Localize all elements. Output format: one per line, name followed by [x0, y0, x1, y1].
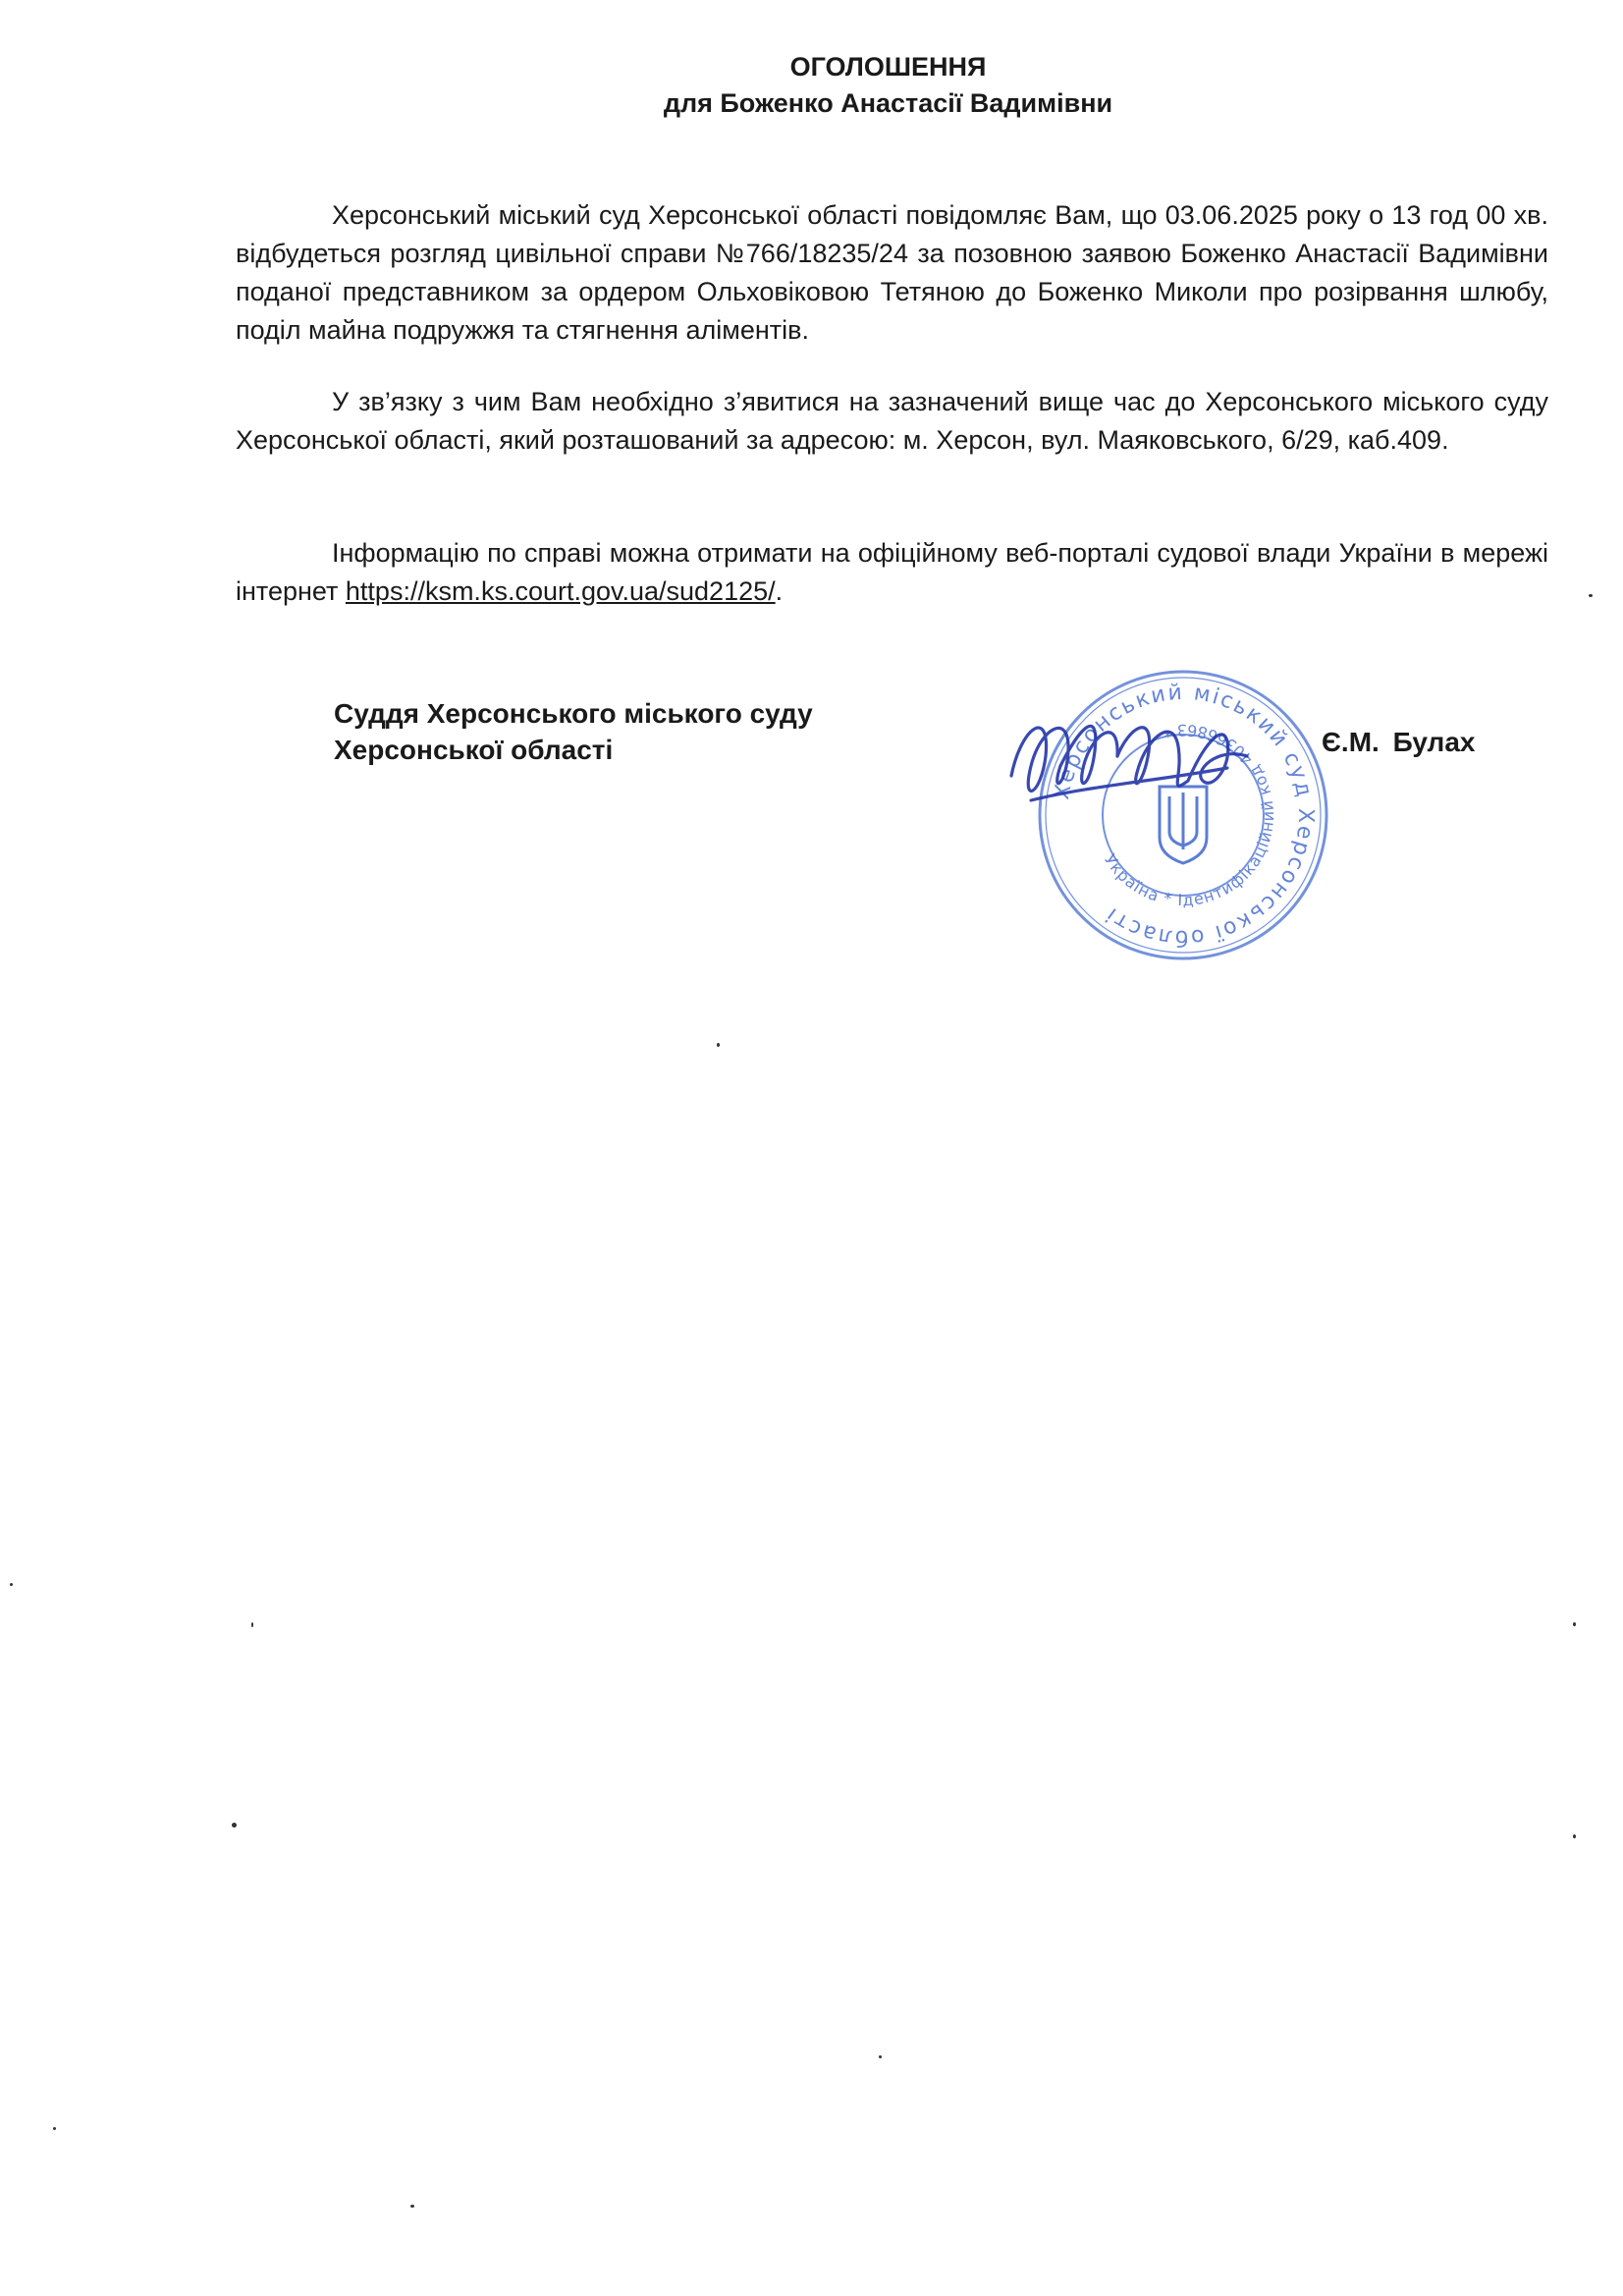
paragraph-appearance-request: У зв’язку з чим Вам необхідно з’явитися на зазначений вище час до Херсонського міського суду Херсонської області, який розташований за адресою: м. Херсон, вул. Маяковського, 6/29, каб.409.	[236, 387, 1548, 455]
judge-position	[334, 695, 813, 768]
scan-speck	[232, 1823, 237, 1828]
scan-speck	[1573, 1622, 1576, 1626]
scan-speck	[1573, 1834, 1576, 1838]
judge-signature	[992, 687, 1306, 835]
scan-speck	[1589, 594, 1593, 597]
scan-speck	[53, 2127, 56, 2130]
document-subtitle: для Боженко Анастасії Вадимівни	[663, 88, 1113, 118]
seal-outer-text: Херсонський міський суд Херсонської області	[1049, 680, 1319, 951]
scan-speck	[10, 1583, 13, 1586]
scan-speck	[410, 2205, 414, 2208]
paragraph-hearing-notice: Херсонський міський суд Херсонської області повідомляє Вам, що 03.06.2025 року о 13 год 00 хв. відбудеться розгляд цивільної справи №766/18235/24 за позовною заявою Боженко Анастасії Вадимівни поданої представником за ордером Ольховіковою Тетяною до Боженко Миколи про розірвання шлюбу, поділ майна подружжя та стягнення аліментів.	[236, 200, 1548, 345]
scan-speck	[251, 1622, 253, 1627]
judge-position-line-1: Суддя Херсонського міського суду	[334, 698, 813, 729]
judge-position-line-2: Херсонської області	[334, 735, 614, 765]
info-portal-suffix: .	[775, 576, 784, 606]
document-title: ОГОЛОШЕННЯ	[789, 52, 987, 82]
judge-name: Є.М. Булах	[1322, 727, 1476, 757]
scan-speck	[879, 2055, 882, 2058]
seal-inner-text: Україна * Ідентифікаційний код 40366863 *	[1100, 720, 1278, 910]
paragraph-info-portal	[236, 534, 1548, 611]
court-portal-link[interactable]: https://ksm.ks.court.gov.ua/sud2125/	[345, 576, 776, 606]
info-portal-text: Інформацію по справі можна отримати на офіційному веб-порталі судової влади України в мережі інтернет	[236, 538, 1548, 606]
scan-speck	[717, 1043, 720, 1047]
